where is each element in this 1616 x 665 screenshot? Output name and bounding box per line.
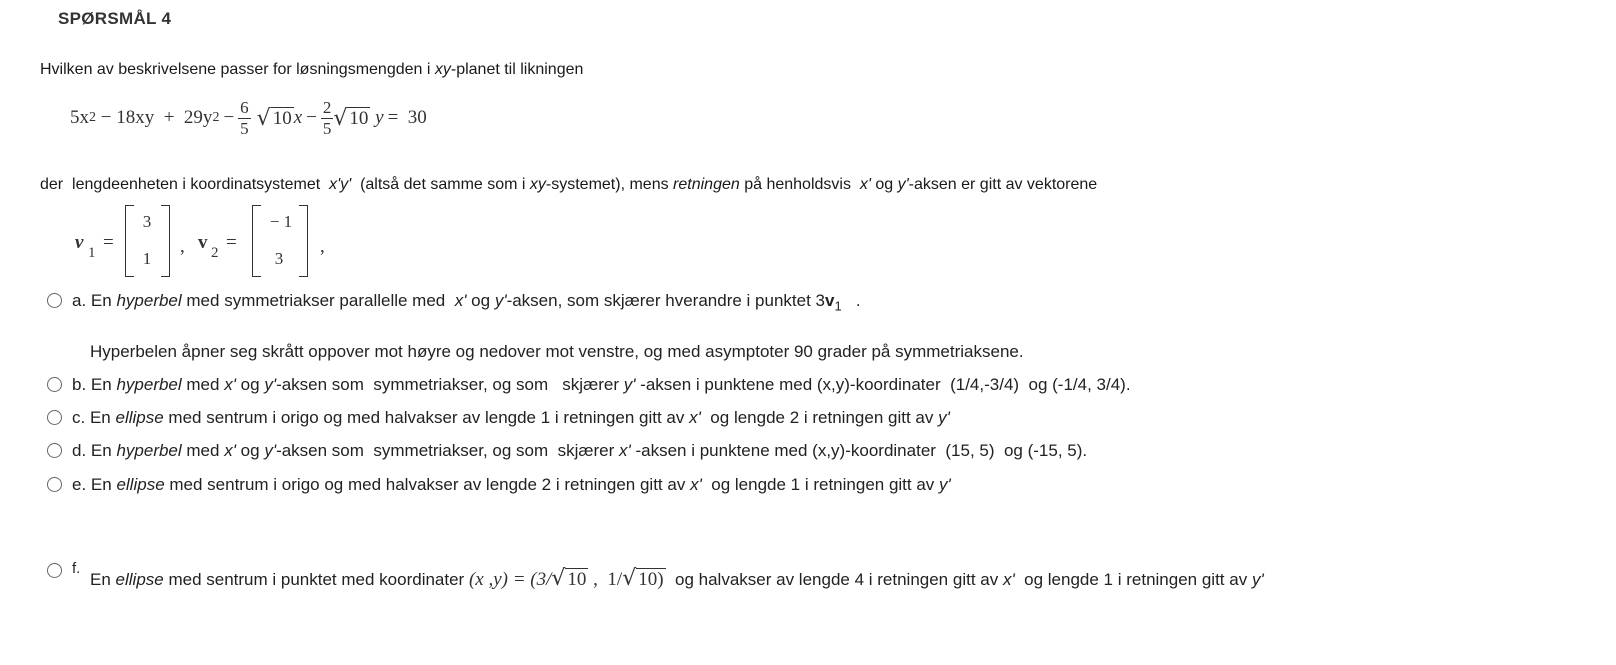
- opt-a-p3: og: [466, 291, 495, 310]
- desc-xpyp: x'y': [329, 176, 352, 193]
- opt-f-i2: x': [1002, 570, 1015, 589]
- eq-var1: x: [293, 107, 303, 128]
- opt-f-i1: ellipse: [115, 570, 164, 589]
- option-letter: b.: [72, 375, 87, 394]
- opt-f-r1: 10: [567, 569, 587, 590]
- conic-equation: [70, 90, 427, 146]
- opt-e-i2: x': [690, 475, 702, 494]
- opt-d-p5: -aksen i punktene med (x,y)-koordinater (15, 5) og (-15, 5).: [630, 441, 1088, 460]
- opt-c-i1: ellipse: [115, 408, 164, 427]
- eq-frac1-num: 6: [240, 97, 249, 117]
- eq-rad1: 10: [272, 107, 292, 129]
- opt-b-p2: med: [181, 375, 225, 394]
- eq-term1: 5x: [70, 107, 89, 128]
- opt-c-p1: En: [89, 408, 116, 427]
- opt-a-i1: hyperbel: [116, 291, 182, 310]
- opt-c-i2: x': [689, 408, 701, 427]
- opt-b-p5: -aksen i punktene med (x,y)-koordinater (1/4,-3/4) og (-1/4, 3/4).: [635, 375, 1131, 394]
- option-letter: e.: [72, 475, 87, 494]
- radio-c[interactable]: [47, 410, 62, 425]
- v1-bracket-right: [161, 205, 170, 277]
- option-letter: f.: [72, 560, 81, 577]
- radio-a[interactable]: [47, 293, 62, 308]
- eq-var2: y: [370, 107, 384, 128]
- opt-f-m1: (x ,y) = (3/: [468, 569, 552, 590]
- eq-minus1: −: [223, 107, 235, 128]
- eq-frac2-num: 2: [322, 97, 332, 117]
- sqrt-symbol: √: [256, 105, 271, 131]
- opt-f-p2: med sentrum i punktet med koordinater: [163, 570, 469, 589]
- opt-f-p3: og halvakser av lengde 4 i retningen gitt av: [665, 570, 1003, 589]
- opt-a-i3: y': [494, 291, 507, 310]
- option-a-text[interactable]: [72, 291, 861, 313]
- opt-d-p3: og: [235, 441, 265, 460]
- opt-b-p1: En: [90, 375, 117, 394]
- opt-a-p2: med symmetriakser parallelle med: [181, 291, 455, 310]
- sqrt-symbol: √: [333, 105, 348, 131]
- intro-text-b: -planet til likningen: [450, 61, 584, 78]
- opt-a-p4: -aksen, som skjærer hverandre i punktet 3: [506, 291, 825, 310]
- desc-e: og: [870, 176, 898, 193]
- v2-eq: =: [226, 232, 237, 253]
- opt-c-p3: og lengde 2 i retningen gitt av: [700, 408, 939, 427]
- desc-xp: x': [859, 176, 871, 193]
- opt-b-p4: -aksen som symmetriakser, og som skjærer: [276, 375, 624, 394]
- eq-frac1-den: 5: [240, 118, 249, 138]
- opt-a-i2: x': [454, 291, 467, 310]
- option-letter: a.: [72, 291, 87, 310]
- opt-f-p1: En: [90, 570, 111, 589]
- option-f-text[interactable]: [90, 566, 1264, 591]
- opt-c-p2: med sentrum i origo og med halvakser av lengde 1 i retningen gitt av: [163, 408, 690, 427]
- opt-f-p4: og lengde 1 i retningen gitt av: [1014, 570, 1252, 589]
- v2-name: v: [198, 232, 208, 253]
- v2-bracket-right: [299, 205, 308, 277]
- desc-xy: xy: [529, 176, 546, 193]
- opt-b-i1: hyperbel: [116, 375, 182, 394]
- eq-rhs: = 30: [387, 107, 427, 128]
- v1-eq: =: [103, 232, 114, 253]
- desc-f: -aksen er gitt av vektorene: [908, 176, 1098, 193]
- opt-d-p1: En: [90, 441, 117, 460]
- eq-frac2-den: 5: [322, 118, 332, 138]
- v2-sub: 2: [211, 245, 219, 261]
- intro-text-a: Hvilken av beskrivelsene passer for løsningsmengden i: [40, 61, 435, 78]
- question-description: [40, 176, 1097, 194]
- opt-e-p3: og lengde 1 i retningen gitt av: [701, 475, 940, 494]
- sqrt-symbol: √: [622, 566, 637, 591]
- opt-e-i1: ellipse: [116, 475, 165, 494]
- radio-f[interactable]: [47, 563, 62, 578]
- v1-bottom: 1: [142, 249, 152, 268]
- question-title: SPØRSMÅL 4: [58, 9, 172, 28]
- sqrt-symbol: √: [551, 566, 566, 591]
- opt-d-i1: hyperbel: [116, 441, 182, 460]
- desc-yp: y': [897, 176, 909, 193]
- desc-a: der lengdeenheten i koordinatsystemet: [40, 176, 330, 193]
- v2-bottom: 3: [274, 249, 284, 268]
- opt-d-i2: x': [224, 441, 236, 460]
- opt-d-i4: x': [618, 441, 631, 460]
- option-letter: c.: [72, 408, 86, 427]
- option-e-text[interactable]: [72, 475, 951, 495]
- opt-f-i3: y': [1251, 570, 1264, 589]
- opt-b-i2: x': [224, 375, 236, 394]
- opt-d-p4: -aksen som symmetriakser, og som skjærer: [276, 441, 619, 460]
- option-b-text[interactable]: [72, 375, 1131, 395]
- eq-term1-exp: 2: [89, 110, 96, 125]
- intro-xy: xy: [434, 61, 451, 78]
- v1-top: 3: [142, 212, 152, 231]
- v1-sub: 1: [88, 245, 96, 261]
- eq-minus2: −: [306, 107, 317, 128]
- opt-a-p5: .: [841, 291, 861, 310]
- radio-b[interactable]: [47, 377, 62, 392]
- opt-f-r2: 10): [638, 569, 664, 590]
- opt-c-i3: y': [938, 408, 950, 427]
- opt-a-bold: v: [824, 291, 835, 310]
- v2-top: − 1: [269, 212, 293, 231]
- eq-frac2: [321, 98, 334, 139]
- desc-ret: retningen: [673, 176, 740, 193]
- radio-d[interactable]: [47, 443, 62, 458]
- option-c-text[interactable]: [72, 408, 950, 428]
- eq-rad2: 10: [349, 107, 369, 129]
- desc-c: -systemet), mens: [545, 176, 674, 193]
- vec-comma1: ,: [180, 236, 185, 257]
- eq-frac1: [238, 98, 251, 139]
- opt-f-m2: , 1/: [588, 569, 623, 590]
- desc-d: på henholdsvis: [739, 176, 860, 193]
- opt-a-sub: 1: [834, 298, 842, 314]
- opt-e-p2: med sentrum i origo og med halvakser av lengde 2 i retningen gitt av: [164, 475, 691, 494]
- opt-d-p2: med: [181, 441, 225, 460]
- opt-a-p1: En: [90, 291, 117, 310]
- opt-b-i3: y': [264, 375, 277, 394]
- option-a-line2[interactable]: Hyperbelen åpner seg skrått oppover mot høyre og nedover mot venstre, og med asymptoter 90 grader på symmetriaksene.: [90, 342, 1024, 361]
- vec-comma2: ,: [320, 236, 325, 257]
- opt-b-p3: og: [235, 375, 265, 394]
- opt-e-p1: En: [90, 475, 117, 494]
- question-intro: [40, 61, 583, 79]
- opt-e-i3: y': [939, 475, 951, 494]
- option-letter: d.: [72, 441, 87, 460]
- desc-b: (altså det samme som i: [351, 176, 530, 193]
- opt-b-i4: y': [623, 375, 636, 394]
- eq-term2: − 18xy + 29y: [96, 107, 213, 128]
- radio-e[interactable]: [47, 477, 62, 492]
- eq-term2-exp: 2: [212, 110, 220, 125]
- opt-d-i3: y': [264, 441, 277, 460]
- option-d-text[interactable]: [72, 441, 1087, 461]
- v1-name: v: [75, 232, 84, 253]
